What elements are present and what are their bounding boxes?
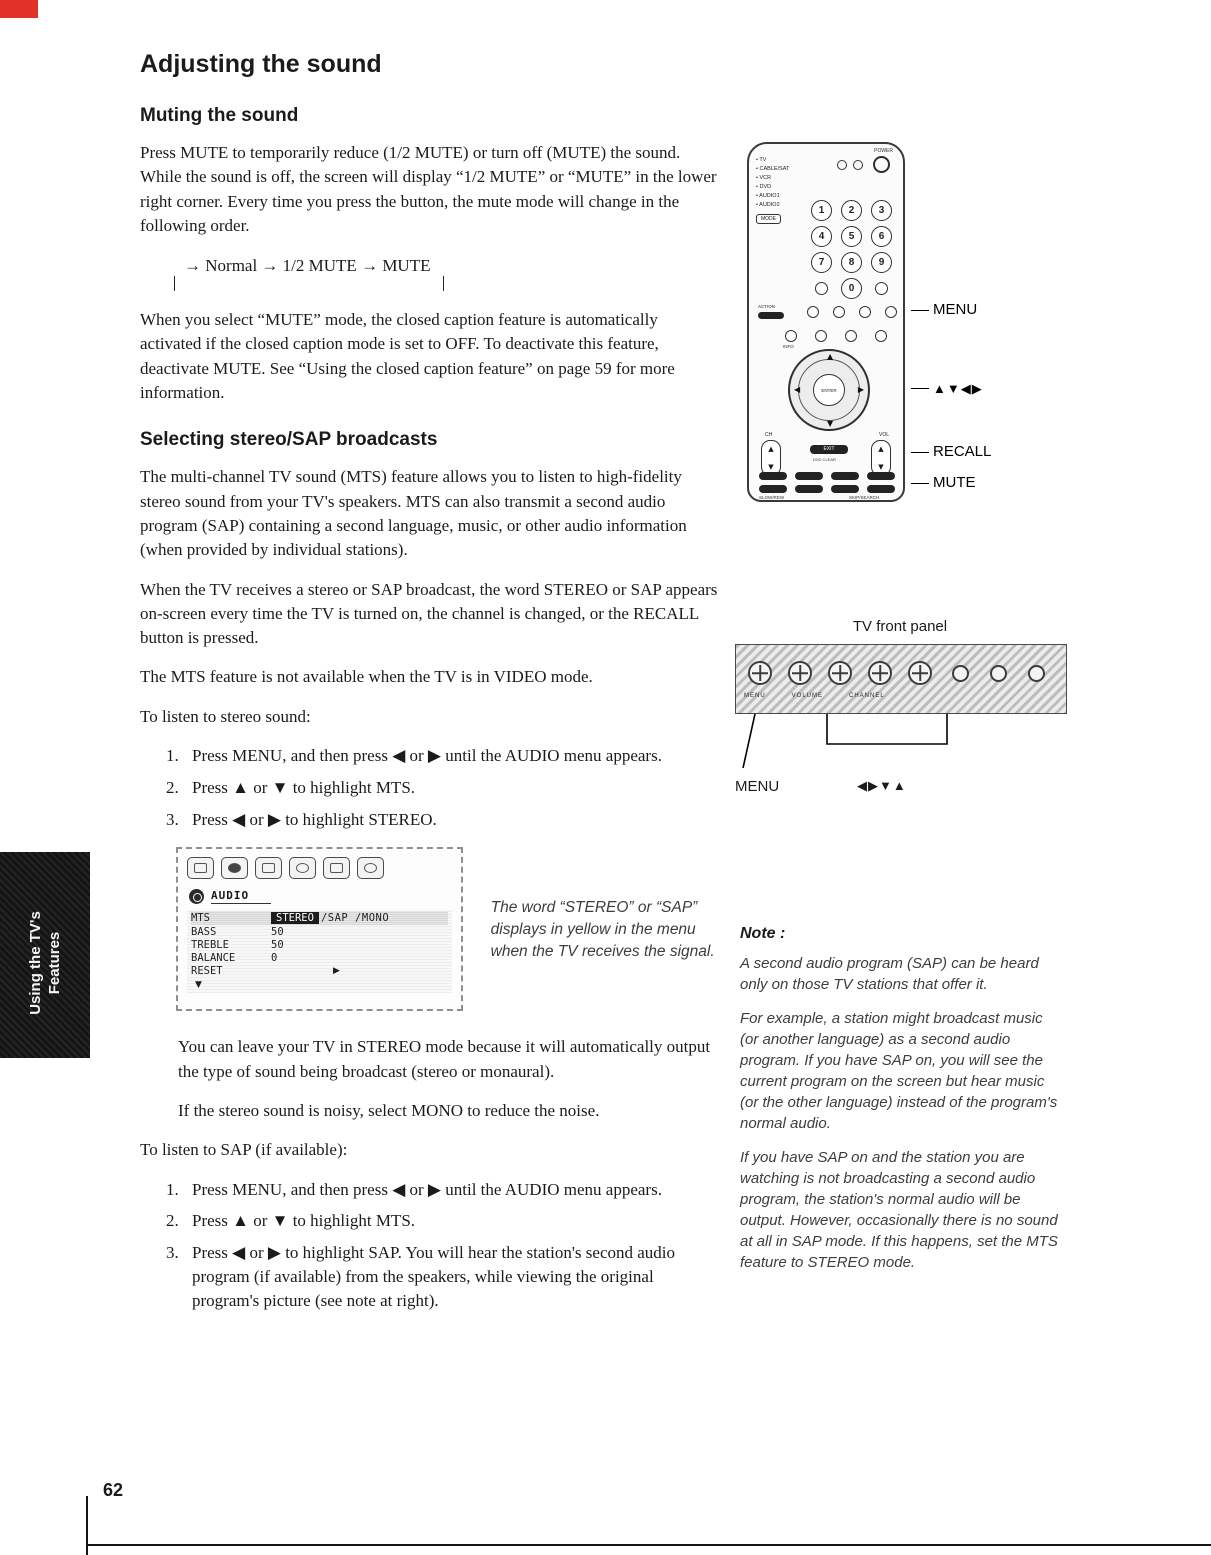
stereo-step: Press MENU, and then press ◀ or ▶ until the AUDIO menu appears. [192, 746, 662, 766]
sap-step: Press MENU, and then press ◀ or ▶ until the AUDIO menu appears. [192, 1179, 662, 1199]
device-label-tv: • TV [756, 156, 789, 165]
remote-small-button [859, 306, 871, 318]
power-label: POWER [874, 148, 893, 154]
mute-order-diagram [174, 254, 444, 278]
transport-button [795, 472, 823, 480]
note-paragraph-3: If you have SAP on and the station you are watching is not broadcasting a second audio program, the station's normal audio will be output. However, occasionally there is no sound at all in SAP mode. If this happens, set the MTS feature to STEREO mode. [740, 1149, 1058, 1271]
muting-paragraph-2: When you select “MUTE” mode, the closed caption feature is automatically activated if the closed caption mode is set to OFF. To deactivate this feature, deactivate MUTE. See “Using the closed caption feature” on page 59 for more information. [140, 310, 675, 403]
main-column [140, 50, 718, 1327]
remote-small-button [833, 306, 845, 318]
stereo-paragraph-2: When the TV receives a stereo or SAP broadcast, the word STEREO or SAP appears on-screen every time the TV is turned on, the channel is changed, or the RECALL button is pressed. [140, 579, 718, 648]
digit-9-button: 9 [871, 252, 892, 273]
menu-callout-line [911, 310, 929, 311]
page-corner-mark [0, 0, 38, 18]
front-panel-button-labels [744, 693, 885, 699]
device-label-audio2: • AUDIO2 [756, 201, 789, 210]
stereo-steps-list [164, 744, 718, 831]
enter-button: ENTER [813, 374, 845, 406]
stereo-paragraph-4: You can leave your TV in STEREO mode because it will automatically output the type of sound being broadcast (stereo or monaural). [178, 1037, 711, 1081]
mode-button: MODE [756, 214, 781, 224]
remote-small-button [845, 330, 857, 342]
audio-menu-title: AUDIO [211, 889, 271, 904]
note-paragraph-2: For example, a station might broadcast music (or another language) as a second audio program. If you have SAP on, you will see the current program on the screen but hear music (or the other language) instead of the program's normal audio. [740, 1010, 1058, 1132]
remote-control-illustration [747, 142, 905, 502]
digit-3-button: 3 [871, 200, 892, 221]
mute-callout-label: MUTE [933, 474, 976, 491]
digit-8-button: 8 [841, 252, 862, 273]
menu-row-bass [191, 925, 448, 938]
transport-button [867, 472, 895, 480]
action-label: ACTION [758, 304, 776, 309]
section-heading-stereo-sap: Selecting stereo/SAP broadcasts [140, 429, 438, 451]
menu-tab-icon [323, 857, 350, 879]
remote-small-button [807, 306, 819, 318]
digit-0-button: 0 [841, 278, 862, 299]
sap-step: Press ◀ or ▶ to highlight SAP. You will hear the station's second audio program (if available) from the speakers, while viewing the original program's picture (see note at right). [192, 1243, 676, 1310]
action-button [758, 312, 784, 319]
menu-tab-icon [255, 857, 282, 879]
control-knob [748, 661, 772, 685]
volume-label: VOL [878, 432, 889, 438]
device-label-dvd: • DVD [756, 183, 789, 192]
chapter-tab-text [26, 860, 64, 1058]
note-section [740, 925, 1062, 1286]
menu-callout-label: MENU [933, 301, 978, 318]
channel-up-down-button: ▲ ▼ [761, 440, 781, 476]
slow-rew-label: SLOW/REW [759, 495, 785, 500]
scroll-down-arrow-icon: ▼ [195, 980, 202, 991]
sap-steps-list [164, 1178, 718, 1313]
menu-tab-icon [289, 857, 316, 879]
mute-order-text: → Normal → 1/2 MUTE → MUTE [184, 256, 431, 276]
digit-5-button: 5 [841, 226, 862, 247]
stereo-step: Press ◀ or ▶ to highlight STEREO. [192, 809, 437, 829]
stereo-paragraph-1: The multi-channel TV sound (MTS) feature allows you to listen to high-fidelity stereo sound from your TV's speakers. MTS can also transmit a second audio program (SAP) containing a second language, music, or other audio information (when provided by individual stations). [140, 467, 687, 560]
channel-label: CH [765, 432, 773, 438]
front-panel-figure [735, 610, 1205, 820]
front-panel-callout-lines [735, 714, 1075, 774]
digit-1-button: 1 [811, 200, 832, 221]
directional-pad [788, 349, 870, 431]
dpad-right-arrow-icon: ▶ [857, 385, 864, 394]
audio-menu-title-row [189, 889, 452, 904]
transport-button [831, 485, 859, 493]
mts-selected-value: STEREO [271, 912, 319, 924]
front-panel-arrows-callout: ◀▶▼▲ [857, 778, 907, 793]
control-knob [828, 661, 852, 685]
menu-row-reset [191, 964, 448, 977]
control-knob [908, 661, 932, 685]
stereo-paragraph-5: If the stereo sound is noisy, select MONO to reduce the noise. [178, 1101, 600, 1121]
dvd-clear-label: DVD CLEAR [813, 457, 836, 462]
exit-button: EXIT [810, 445, 848, 454]
note-paragraph-1: A second audio program (SAP) can be heard only on those TV stations that offer it. [740, 955, 1039, 993]
bass-value: 50 [271, 925, 284, 938]
stereo-step: Press ▲ or ▼ to highlight MTS. [192, 777, 416, 797]
muting-paragraph-1: Press MUTE to temporarily reduce (1/2 MUTE) or turn off (MUTE) the sound. While the sound is off, the screen will display “1/2 MUTE” or “MUTE” in the lower right corner. Every time you press the button, the mute mode will change in the following order. [140, 143, 717, 235]
transport-button [759, 472, 787, 480]
digit-6-button: 6 [871, 226, 892, 247]
menu-row-treble [191, 938, 448, 951]
page-number: 62 [103, 1480, 124, 1500]
front-panel-menu-label: MENU [744, 693, 766, 699]
sap-steps-intro: To listen to SAP (if available): [140, 1140, 348, 1160]
device-power-button [837, 160, 847, 170]
control-knob [990, 665, 1007, 682]
menu-tab-icon [187, 857, 214, 879]
info-button [785, 330, 797, 342]
mts-label: MTS [191, 912, 210, 925]
bass-label: BASS [191, 925, 217, 938]
arrow-keys-callout-label: ▲▼◀▶ [933, 381, 983, 396]
menu-button [885, 306, 897, 318]
menu-row-balance [191, 951, 448, 964]
footer-left-rule [86, 1496, 88, 1555]
device-label-cable-sat: • CABLE/SAT [756, 165, 789, 174]
menu-row-mts [191, 911, 448, 925]
speaker-icon [189, 889, 204, 904]
menu-tab-icon-row [187, 857, 452, 879]
digit-7-button: 7 [811, 252, 832, 273]
volume-up-down-button: ▲ ▼ [871, 440, 891, 476]
chapter-tab-line1: Using the TV's [27, 911, 44, 1015]
treble-label: TREBLE [191, 938, 229, 951]
control-knob [952, 665, 969, 682]
balance-label: BALANCE [191, 951, 236, 964]
front-panel-band [735, 644, 1067, 714]
recall-callout-label: RECALL [933, 443, 992, 460]
control-knob [1028, 665, 1045, 682]
recall-callout-line [911, 452, 929, 453]
transport-button [759, 485, 787, 493]
control-knob [868, 661, 892, 685]
digit-2-button: 2 [841, 200, 862, 221]
audio-menu-figure [176, 847, 718, 1011]
control-knob [788, 661, 812, 685]
section-heading-muting: Muting the sound [140, 105, 299, 126]
skip-search-label: SKIP/SEARCH [849, 495, 880, 500]
digit-4-button: 4 [811, 226, 832, 247]
chapter-tab-line2: Features [46, 931, 63, 995]
treble-value: 50 [271, 938, 284, 951]
stereo-paragraph-3: The MTS feature is not available when the TV is in VIDEO mode. [140, 667, 593, 687]
device-label-audio1: • AUDIO1 [756, 192, 789, 201]
dash-button [815, 282, 828, 295]
stereo-steps-intro: To listen to stereo sound: [140, 706, 311, 726]
enter-digit-button [875, 282, 888, 295]
mts-other-values: /SAP /MONO [320, 912, 390, 925]
front-panel-menu-callout: MENU [735, 778, 780, 795]
dpad-down-arrow-icon: ▼ [827, 419, 834, 428]
front-panel-channel-label: CHANNEL [849, 693, 885, 699]
right-column [735, 0, 1205, 1555]
note-heading: Note : [740, 925, 786, 942]
sap-step: Press ▲ or ▼ to highlight MTS. [192, 1211, 416, 1231]
audio-menu-screenshot [176, 847, 463, 1011]
info-label: INFO [783, 344, 794, 349]
device-label-vcr: • VCR [756, 174, 789, 183]
device-power-button [853, 160, 863, 170]
menu-tab-icon [357, 857, 384, 879]
audio-menu-rows [187, 910, 452, 993]
menu-tab-icon [221, 857, 248, 879]
footer-bottom-rule [86, 1544, 1211, 1546]
transport-button [795, 485, 823, 493]
dpad-up-arrow-icon: ▲ [827, 352, 834, 361]
transport-button [867, 485, 895, 493]
front-panel-title: TV front panel [852, 618, 948, 635]
remote-small-button [815, 330, 827, 342]
balance-value: 0 [271, 951, 278, 964]
device-mode-labels [756, 156, 789, 210]
reset-label: RESET [191, 964, 223, 977]
remote-figure [735, 140, 1205, 520]
remote-small-button [875, 330, 887, 342]
figure-caption: The word “STEREO” or “SAP” displays in yellow in the menu when the TV receives the signal. [490, 899, 715, 961]
transport-button [831, 472, 859, 480]
arrows-callout-line [911, 388, 929, 389]
page-title: Adjusting the sound [140, 50, 382, 78]
mute-callout-line [911, 483, 929, 484]
chapter-tab [0, 852, 90, 1058]
dpad-left-arrow-icon: ◀ [794, 385, 801, 394]
more-options-arrow-icon: ▶ [333, 965, 340, 976]
power-button [873, 156, 890, 173]
front-panel-volume-label: VOLUME [791, 693, 824, 699]
